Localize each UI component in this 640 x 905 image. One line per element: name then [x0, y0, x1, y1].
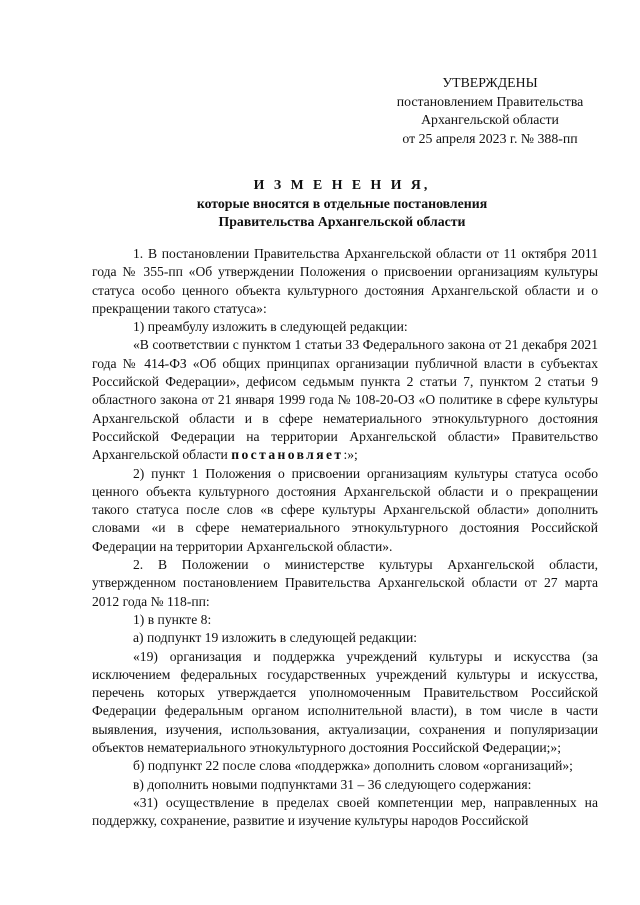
- paragraph-11: «31) осуществление в пределах своей компетенции мер, направленных на поддержку, сохранение, развитие и изучение культуры народов Российской: [92, 794, 598, 829]
- paragraph-4: 2) пункт 1 Положения о присвоении организациям культуры статуса особо ценного объекта культурного достояния Архангельской области и о прекращении такого статуса после слов «в сфере культуры Архангельской области» дополнить словами «и в сфере нематериального этнокультурного достояния Российской Федерации на территории Архангельской области».: [92, 465, 598, 554]
- paragraph-7: а) подпункт 19 изложить в следующей редакции:: [133, 630, 418, 646]
- paragraph-5: 2. В Положении о министерстве культуры Архангельской области, утвержденном постановлением Правительства Архангельской области от 27 марта 2012 года № 118-пп:: [92, 557, 598, 609]
- title-line-2: которые вносятся в отдельные постановления: [196, 195, 488, 211]
- document-body: [92, 245, 598, 831]
- document-title: [92, 176, 592, 232]
- paragraph-2: 1) преамбулу изложить в следующей редакции:: [133, 319, 408, 335]
- paragraph-3: [92, 336, 598, 464]
- title-line-3: Правительства Архангельской области: [218, 214, 466, 229]
- paragraph-1: 1. В постановлении Правительства Архангельской области от 11 октября 2011 года № 355-пп «Об утверждении Положения о присвоении организациям культуры статуса особо ценного объекта культурного достояния Архангельской области и о прекращении такого статуса»:: [92, 246, 598, 316]
- paragraph-8: «19) организация и поддержка учреждений культуры и искусства (за исключением федеральных государственных учреждений культуры и искусства, перечень которых утверждается уполномоченным Правительством Российской Федерации федеральным органом исполнительной власти), в том числе в части выявления, изучения, использования, актуализации, сохранения и популяризации объектов нематериального этнокультурного достояния Российской Федерации;»;: [92, 648, 598, 756]
- approval-stamp: [370, 74, 610, 148]
- approval-line-2: постановлением Правительства: [396, 93, 584, 109]
- paragraph-3-bold: постановляет: [231, 447, 344, 463]
- paragraph-6: 1) в пункте 8:: [133, 611, 212, 627]
- paragraph-9: б) подпункт 22 после слова «поддержка» дополнить словом «организаций»;: [133, 758, 573, 774]
- approval-line-4: от 25 апреля 2023 г. № 388-пп: [402, 130, 578, 146]
- approval-heading: УТВЕРЖДЕНЫ: [442, 75, 538, 90]
- title-line-1: И З М Е Н Е Н И Я,: [253, 177, 431, 192]
- paragraph-10: в) дополнить новыми подпунктами 31 – 36 следующего содержания:: [133, 776, 532, 792]
- paragraph-3-end: :»;: [343, 447, 358, 463]
- approval-line-3: Архангельской области: [421, 112, 559, 127]
- paragraph-3-text: «В соответствии с пунктом 1 статьи 33 Федерального закона от 21 декабря 2021 года № 414-ФЗ «Об общих принципах организации публичной власти в субъектах Российской Федерации», дефисом седьмым пункта 2 статьи 7, пунктом 2 статьи 9 областного закона от 21 января 1999 года № 108-20-ОЗ «О политике в сфере культуры Архангельской области и в сфере нематериального этнокультурного достояния Российской Федерации на территории Архангельской области» Правительство Архангельской области: [92, 337, 598, 463]
